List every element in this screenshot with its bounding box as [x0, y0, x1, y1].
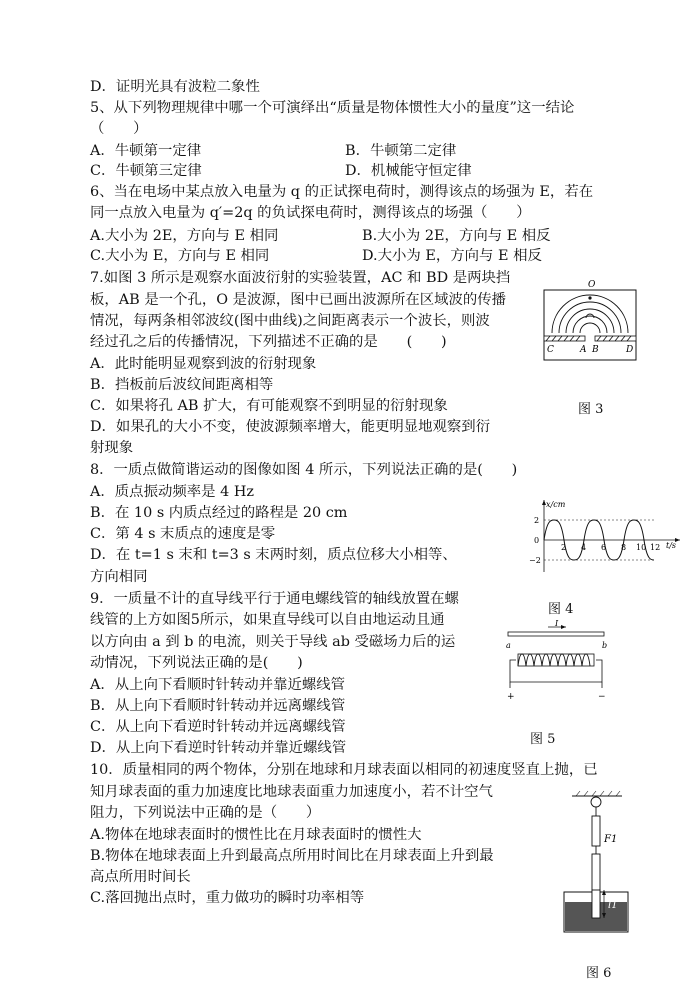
- q6-option-a: A.大小为 2E，方向与 E 相同: [90, 228, 279, 244]
- figure-3-caption: 图 3: [578, 402, 604, 417]
- q9-option-d: D．从上向下看逆时针转动并靠近螺线管: [90, 740, 347, 756]
- q7-stem-3: 情况，每两条相邻波纹(图中曲线)之间距离表示一个波长，则波: [90, 313, 490, 329]
- q8-option-d-1: D．在 t=1 s 末和 t=3 s 末两时刻，质点位移大小相等、: [90, 547, 457, 563]
- fig5-label-a: a: [506, 641, 511, 650]
- figure-4-shm-graph: [516, 496, 684, 576]
- q9-stem-2: 线管的上方如图5所示，如果直导线可以自由地运动且通: [90, 612, 445, 628]
- q7-stem-2: 板，AB 是一个孔，O 是波源，图中已画出波源所在区域波的传播: [90, 292, 507, 308]
- q7-stem-1: 7.如图 3 所示是观察水面波衍射的实验装置，AC 和 BD 是两块挡: [90, 270, 511, 286]
- q6-option-b: B.大小为 2E，方向与 E 相反: [362, 228, 551, 244]
- fig4-y-unit: x/cm: [546, 500, 566, 509]
- q9-option-b: B．从上向下看顺时针转动并远离螺线管: [90, 698, 346, 714]
- fig5-label-b: b: [602, 641, 608, 650]
- q9-option-a: A．从上向下看顺时针转动并靠近螺线管: [90, 677, 346, 693]
- q5-option-a: A．牛顿第一定律: [90, 143, 202, 159]
- figure-4-caption: 图 4: [548, 602, 574, 617]
- q10-option-a: A.物体在地球表面时的惯性比在月球表面时的惯性大: [90, 827, 422, 843]
- q8-option-c: C．第 4 s 末质点的速度是零: [90, 526, 276, 542]
- q5-option-c: C．牛顿第三定律: [90, 163, 202, 179]
- q9-stem-3: 以方向由 a 到 b 的电流，则关于导线 ab 受磁场力后的运: [90, 634, 456, 650]
- fig3-label-o: O: [588, 280, 596, 290]
- fig4-y-tick-top: 2: [534, 516, 540, 525]
- figure-6-tube-liquid: [558, 790, 638, 940]
- fig4-x-tick-10: 10: [636, 543, 647, 552]
- q8-option-a: A．质点振动频率是 4 Hz: [90, 484, 254, 500]
- fig4-x-tick-2: 2: [561, 543, 567, 552]
- q4-option-d: D．证明光具有波粒二象性: [90, 79, 260, 95]
- fig4-x-tick-12: 12: [650, 543, 661, 552]
- fig5-label-current: I: [555, 620, 559, 628]
- fig6-label-l1: l1: [608, 900, 618, 911]
- q5-blank: （ ）: [90, 121, 148, 137]
- q8-stem: 8．一质点做简谐运动的图像如图 4 所示，下列说法正确的是( ): [90, 462, 518, 478]
- fig3-label-c: C: [547, 345, 554, 355]
- q6-stem-2: 同一点放入电量为 q′=2q 的负试探电荷时，测得该点的场强（ ）: [90, 205, 531, 221]
- q8-option-b: B．在 10 s 内质点经过的路程是 20 cm: [90, 505, 348, 521]
- q7-option-c: C．如果将孔 AB 扩大，有可能观察不到明显的衍射现象: [90, 398, 448, 414]
- q6-option-c: C.大小为 E，方向与 E 相同: [90, 248, 270, 264]
- q9-stem-1: 9．一质量不计的直导线平行于通电螺线管的轴线放置在螺: [90, 591, 459, 607]
- figure-5-wire-solenoid: [500, 620, 620, 700]
- q5-option-d: D．机械能守恒定律: [345, 163, 472, 179]
- q7-option-a: A．此时能明显观察到波的衍射现象: [90, 356, 317, 372]
- figure-5-caption: 图 5: [530, 732, 556, 747]
- fig5-label-minus: −: [598, 692, 606, 700]
- fig3-label-b: B: [592, 345, 599, 355]
- q5-stem: 5、从下列物理规律中哪一个可演绎出“质量是物体惯性大小的量度”这一结论: [90, 100, 575, 116]
- q9-stem-4: 动情况，下列说法正确的是( ): [90, 655, 303, 671]
- figure-6-caption: 图 6: [586, 966, 612, 981]
- fig5-label-plus: +: [507, 692, 515, 700]
- fig3-label-a: A: [580, 345, 587, 355]
- q9-option-c: C．从上向下看逆时针转动并远离螺线管: [90, 719, 346, 735]
- q10-option-b-2: 高点所用时间长: [90, 869, 191, 885]
- q8-option-d-2: 方向相同: [90, 569, 148, 585]
- q10-option-b-1: B.物体在地球表面上升到最高点所用时间比在月球表面上升到最: [90, 848, 494, 864]
- q10-stem-3: 阻力，下列说法中正确的是（ ）: [90, 805, 321, 821]
- fig6-label-f1: F1: [604, 834, 618, 845]
- fig4-x-tick-8: 8: [621, 543, 627, 552]
- figure-3-wave-diffraction: [540, 278, 640, 364]
- fig4-x-tick-4: 4: [581, 543, 587, 552]
- q7-option-d-1: D．如果孔的大小不变，使波源频率增大，能更明显地观察到衍: [90, 419, 491, 435]
- fig4-x-tick-6: 6: [601, 543, 607, 552]
- q10-option-c: C.落回抛出点时，重力做功的瞬时功率相等: [90, 890, 365, 906]
- fig3-label-d: D: [626, 345, 634, 355]
- q7-stem-4: 经过孔之后的传播情况，下列描述不正确的是 ( ): [90, 334, 447, 350]
- q7-option-b: B．挡板前后波纹间距离相等: [90, 377, 274, 393]
- q10-stem-1: 10．质量相同的两个物体，分别在地球和月球表面以相同的初速度竖直上抛，已: [90, 762, 598, 778]
- fig4-y-tick-zero: 0: [534, 536, 540, 545]
- fig4-y-tick-bottom: −2: [529, 556, 541, 565]
- q7-option-d-2: 射现象: [90, 440, 134, 456]
- q6-stem-1: 6、当在电场中某点放入电量为 q 的正试探电荷时，测得该点的场强为 E，若在: [90, 184, 594, 200]
- q5-option-b: B．牛顿第二定律: [345, 143, 457, 159]
- fig4-x-unit: t/s: [666, 541, 677, 550]
- q6-option-d: D.大小为 E，方向与 E 相反: [362, 248, 542, 264]
- q10-stem-2: 知月球表面的重力加速度比地球表面重力加速度小，若不计空气: [90, 784, 493, 800]
